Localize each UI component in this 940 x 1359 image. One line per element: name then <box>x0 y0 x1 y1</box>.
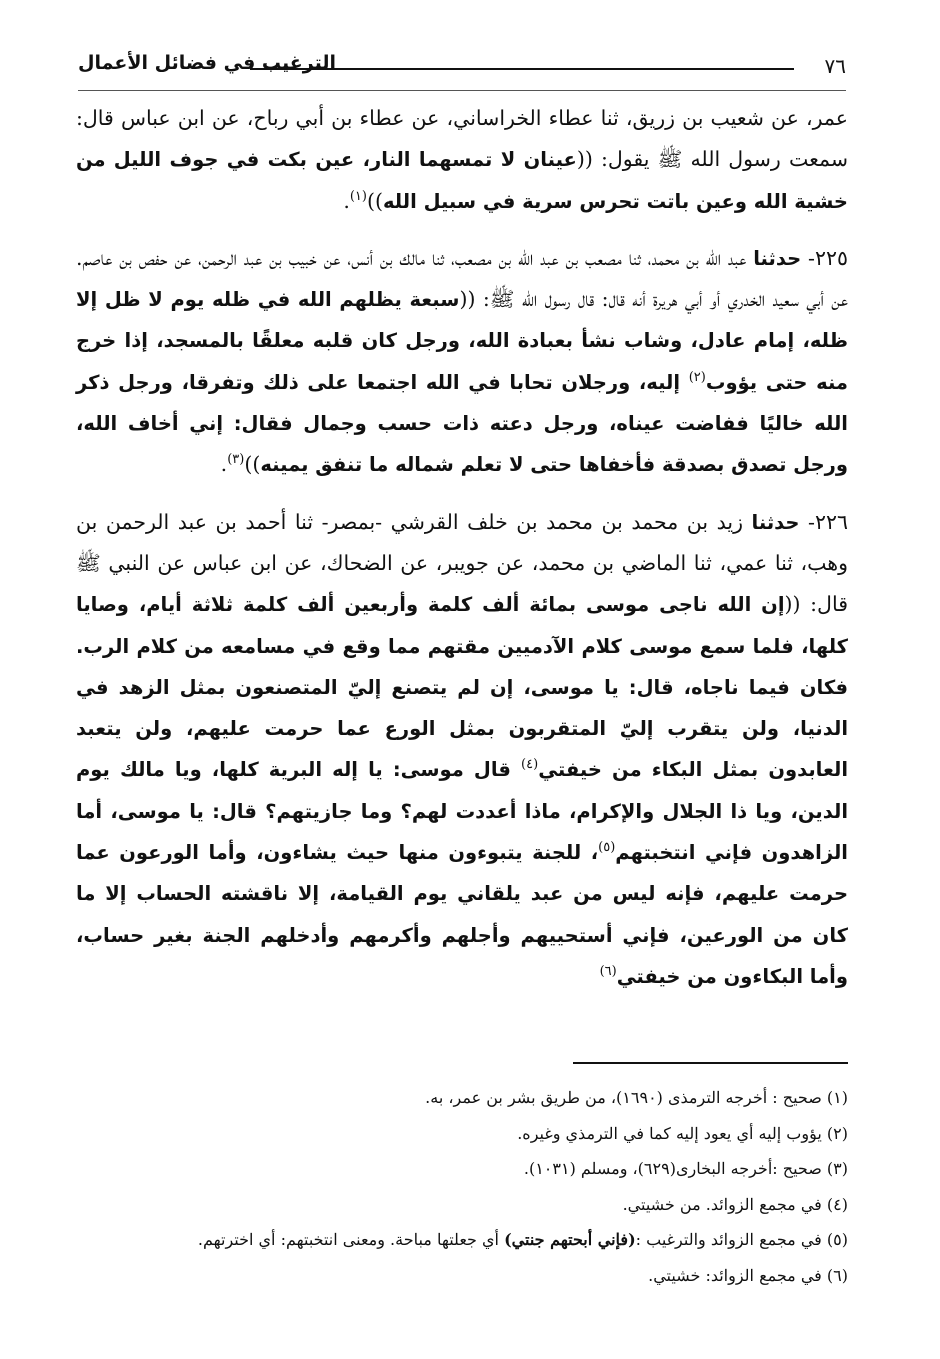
footnote-ref-3[interactable]: (٣) <box>227 452 245 468</box>
footnote-ref-1[interactable]: (١) <box>349 188 367 204</box>
footnote-text: صحيح :أخرجه البخارى(٦٢٩)، ومسلم (١٠٣١). <box>523 1159 827 1178</box>
isnad-text: زيد بن محمد بن محمد بن خلف القرشي -بمصر- ثنا أحمد بن عبد الرحمن بن وهب، ثنا عمي، ثنا الماضي بن محمد، عن جويبر، عن الضحاك، عن ابن عباس عن النبي ﷺ قال: (( <box>76 509 848 617</box>
footnote-ref-4[interactable]: (٤) <box>521 757 539 773</box>
footnote-6 <box>88 1258 848 1294</box>
hadith-text: إن الله ناجى موسى بمائة ألف كلمة وأربعين ألف كلمة ثلاثة أيام، وصايا كلها، فلما سمع موسى كلام الآدميين مقتهم مما وقع في مسامعه من كلام الرب. فكان فيما ناجاه، قال: يا موسى، إن لم يتصنع إليّ المتصنعون بمثل الزهد في الدنيا، ولن يتقرب إليّ المتقربون بمثل الورع عما حرمت عليهم، ولن يتعبد العابدون بمثل البكاء من خيفتي <box>76 593 848 782</box>
footnote-number: (٤) <box>826 1194 848 1214</box>
footnote-text: يؤوب إليه أي يعود إليه كما في الترمذي وغيره. <box>517 1123 827 1143</box>
footnote-text: في مجمع الزوائد. من خشيتي. <box>622 1194 827 1214</box>
hadith-number: ٢٢٦- <box>799 509 848 534</box>
text-run: عمر، عن شعيب بن زريق، ثنا عطاء الخراساني، عن عطاء بن أبي رباح، عن ابن عباس <box>120 106 848 130</box>
page-number: ٧٦ <box>824 54 846 78</box>
text-run: قال: سمعت رسول الله ﷺ يقول: (( <box>76 106 848 172</box>
footnotes <box>88 1080 848 1293</box>
period: . <box>343 188 350 213</box>
narration-lead: حدثنا <box>751 510 800 534</box>
footnote-text: في مجمع الزوائد والترغيب : <box>635 1230 827 1249</box>
header-underline <box>78 90 846 91</box>
hadith-text: عينان لا تمسهما النار، عين بكت في جوف الليل <box>113 148 577 172</box>
footnote-1 <box>88 1080 848 1116</box>
paragraph-226 <box>76 502 848 998</box>
paragraph-225 <box>76 238 848 486</box>
footnote-5 <box>88 1222 848 1258</box>
footnote-text: صحيح : أخرجه الترمذى (١٦٩٠)، من طريق بشر بن عمر، به. <box>425 1088 827 1107</box>
page-header <box>78 52 846 88</box>
quote-close: )) <box>244 452 261 477</box>
quote-close: )) <box>366 188 383 213</box>
footnote-3 <box>88 1151 848 1187</box>
hadith-text: قال موسى: يا إله البرية كلها، ويا مالك يوم الدين، ويا ذا الجلال والإكرام، ماذا أعددت لهم؟ وما جازيتهم؟ قال: يا موسى، أما الزاهدون فإني انتخبتهم <box>76 758 848 865</box>
footnote-number: (٦) <box>826 1265 848 1285</box>
hadith-text: سبعة يظلهم الله في ظله يوم لا ظل إلا ظله، إمام عادل، وشاب نشأ بعبادة الله، ورجل كان قلبه معلقًا بالمسجد، إذا خرج منه حتى يؤوب <box>76 288 848 394</box>
hadith-text: ، للجنة يتبوءون منها حيث يشاءون، وأما الورعون عما حرمت عليهم، فإنه ليس من عبد يلقاني يوم القيامة، إلا ناقشته الحساب إلا ما كان من الورعين، فإني أستحييهم وأجلهم وأكرمهم وأدخلهم الجنة بغير حساب، وأما البكاءون من خيفتي <box>76 841 848 988</box>
footnote-number: (٣) <box>826 1159 848 1178</box>
footnote-ref-5[interactable]: (٥) <box>598 840 616 856</box>
footnote-text: في مجمع الزوائد: خشيتي. <box>648 1265 827 1285</box>
footnote-number: (٢) <box>826 1123 848 1143</box>
main-text <box>76 98 848 997</box>
narration-lead: حدثنا <box>753 246 802 270</box>
footnote-2 <box>88 1116 848 1152</box>
footnote-ref-2[interactable]: (٢) <box>688 369 706 385</box>
footnote-text: أي جعلتها مباحة. ومعنى انتخبتهم: أي اخترتهم. <box>197 1230 505 1249</box>
footnote-separator <box>573 1062 848 1064</box>
isnad-text: عبد الله بن محمد، ثنا مصعب بن عبد الله بن مصعب، ثنا مالك بن أنس، عن خبيب بن عبد الرحمن، عن حفص بن عاصم. عن أبي سعيد الخدري أو أبي هريرة أنه قال: قال رسول الله ﷺ: (( <box>76 245 848 312</box>
paragraph-continuation <box>76 98 848 222</box>
hadith-text: إليه، ورجلان تحابا في الله اجتمعا على ذلك وتفرقا، ورجل ذكر الله خاليًا ففاضت عيناه، ورجل دعته ذات حسب وجمال فقال: إني أخاف الله، ورجل تصدق بصدقة فأخفاها حتى لا تعلم شماله ما تنفق يمينه <box>76 370 848 477</box>
running-title: الترغيب في فضائل الأعمال <box>78 52 336 74</box>
footnote-number: (١) <box>826 1088 848 1107</box>
hadith-text: من خشية الله وعين باتت تحرس سرية في سبيل الله <box>76 148 848 213</box>
period: . <box>220 452 228 477</box>
footnote-ref-6[interactable]: (٦) <box>599 964 617 980</box>
footnote-4 <box>88 1187 848 1223</box>
footnote-quote: (فإني أبحتهم جنتي) <box>504 1230 636 1249</box>
hadith-number: ٢٢٥- <box>801 245 848 270</box>
footnote-number: (٥) <box>826 1230 848 1249</box>
